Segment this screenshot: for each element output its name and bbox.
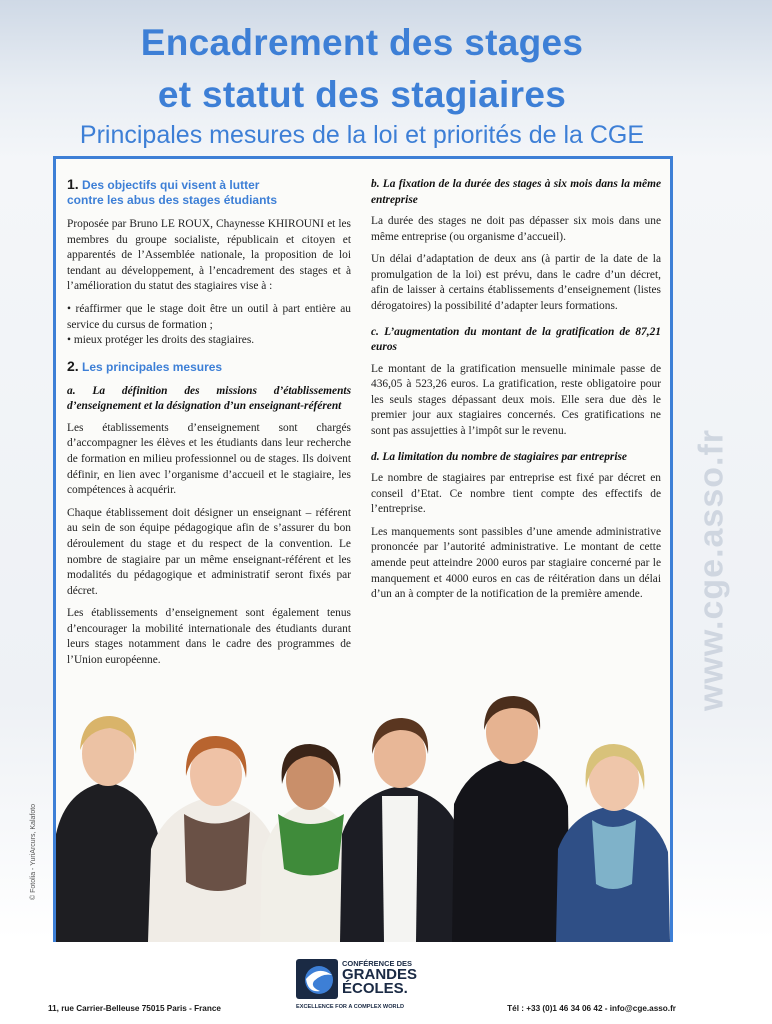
watermark-url: www.cge.asso.fr (692, 428, 731, 712)
student-2 (148, 736, 280, 942)
section-2-number: 2. (67, 357, 79, 374)
students-illustration (56, 684, 670, 942)
section-1-bullet-1: • réaffirmer que le stage doit être un outil à part entière au service du cursus de formation ; (67, 302, 351, 331)
section-1-intro: Proposée par Bruno LE ROUX, Chaynesse KHIROUNI et les membres du groupe socialiste, républicain et citoyen et apparentés de l’Assemblée nationale, la proposition de loi tendant au développement, à l’encadrement des stages et à l’amélioration du statut des stagiaires vise à : (67, 218, 351, 293)
left-column (67, 177, 351, 676)
logo-tagline: EXCELLENCE FOR A COMPLEX WORLD (296, 1004, 405, 1010)
subsection-c-paragraph-1: Le montant de la gratification mensuelle minimale passe de 436,05 à 523,26 euros. La gratification, reste obligatoire pour les seuls stages dépassant deux mois. Elle sera due dès le premier jour aux stagiaires concernés. Ces gratifications ne sont pas assujetties à l’impôt sur le revenu. (371, 362, 661, 437)
subsection-b-paragraph-1: La durée des stages ne doit pas dépasser six mois dans une même entreprise (ou organisme d’accueil). (371, 215, 661, 243)
logo-line-1: CONFÉRENCE DES (342, 959, 413, 968)
subtitle: Principales mesures de la loi et priorités de la CGE (79, 121, 645, 149)
subsection-c-title: c. L’augmentation du montant de la gratification de 87,21 euros (371, 325, 661, 354)
cge-logo[interactable] (296, 956, 436, 1014)
student-6 (556, 744, 670, 942)
subsection-a-paragraph-3: Les établissements d’enseignement sont également tenus d’encourager la mobilité internationale des étudiants durant leurs stages notamment dans le cadre des programmes de l’Union européenne. (67, 607, 351, 667)
subsection-b-paragraph-2: Un délai d’adaptation de deux ans (à partir de la date de la promulgation de la loi) est prévu, dans le cadre d’un décret, afin de laisser à certains établissements d’enseignement (listes dérogatoires) la possibilité d’adapter leurs formations. (371, 253, 661, 312)
subsection-b-title: b. La fixation de la durée des stages à six mois dans la même entreprise (371, 178, 661, 206)
title-line-1: Encadrement des stages (140, 22, 584, 63)
section-1-title-line2: contre les abus des stages étudiants (67, 193, 278, 207)
right-column (371, 177, 661, 610)
subsection-a-paragraph-1: Les établissements d’enseignement sont chargés d’accompagner les élèves et les étudiants dans leur recherche de formation en milieu professionnel ou de stages. Ils doivent définir, en lien avec l’organisme d’accueil et le stagiaire, les compétences à acquérir. (67, 421, 351, 497)
title-line-2: et statut des stagiaires (157, 74, 567, 115)
footer-address: 11, rue Carrier-Belleuse 75015 Paris - France (48, 1004, 221, 1013)
subsection-d-paragraph-1: Le nombre de stagiaires par entreprise est fixé par décret en conseil d’Etat. Ce nombre tient compte des effectifs de l’entreprise. (371, 472, 661, 516)
section-1-heading (67, 177, 351, 208)
student-4 (340, 718, 462, 942)
subsection-a-title: a. La définition des missions d’établissements d’enseignement et la désignation d’un enseignant-référent (67, 384, 351, 413)
subsection-d-paragraph-2: Les manquements sont passibles d’une amende administrative prononcée par l’autorité administrative. Le montant de cette amende peut atteindre 2000 euros par stagiaire concerné par le manquement et 4000 euros en cas de réitération dans un délai d’un an à compter de la notification de la première amende. (371, 525, 661, 601)
logo-line-3: ÉCOLES. (342, 980, 408, 997)
section-2-title: Les principales mesures (82, 359, 223, 374)
students-photo (56, 684, 670, 942)
photo-credit-text: © Fotolia - YuriArcurs, Kalafoto (30, 803, 37, 900)
content-panel (53, 156, 673, 942)
student-1 (56, 716, 160, 942)
section-2-heading (67, 359, 351, 375)
cge-logo-mark-icon (296, 959, 338, 999)
subsection-a-paragraph-2: Chaque établissement doit désigner un enseignant – référent au sein de son équipe pédagogique afin de s’assurer du bon déroulement du stage et du respect de la convention. Le nombre de stagiaire par un même enseignant-référent et les modalités du pédagogique et administratif seront fixés par décret. (67, 506, 351, 597)
section-1-number: 1. (67, 176, 79, 192)
student-5 (452, 696, 570, 942)
logo-line-2: GRANDES (342, 966, 418, 983)
photo-credit (30, 803, 42, 912)
footer-contact[interactable]: Tél : +33 (0)1 46 34 06 42 - info@cge.asso.fr (507, 1004, 676, 1013)
section-1-title-line1: Des objectifs qui visent à lutter (82, 178, 260, 192)
section-1-bullet-2: • mieux protéger les droits des stagiaires. (67, 334, 255, 347)
subsection-d-title: d. La limitation du nombre de stagiaires par entreprise (371, 450, 627, 463)
